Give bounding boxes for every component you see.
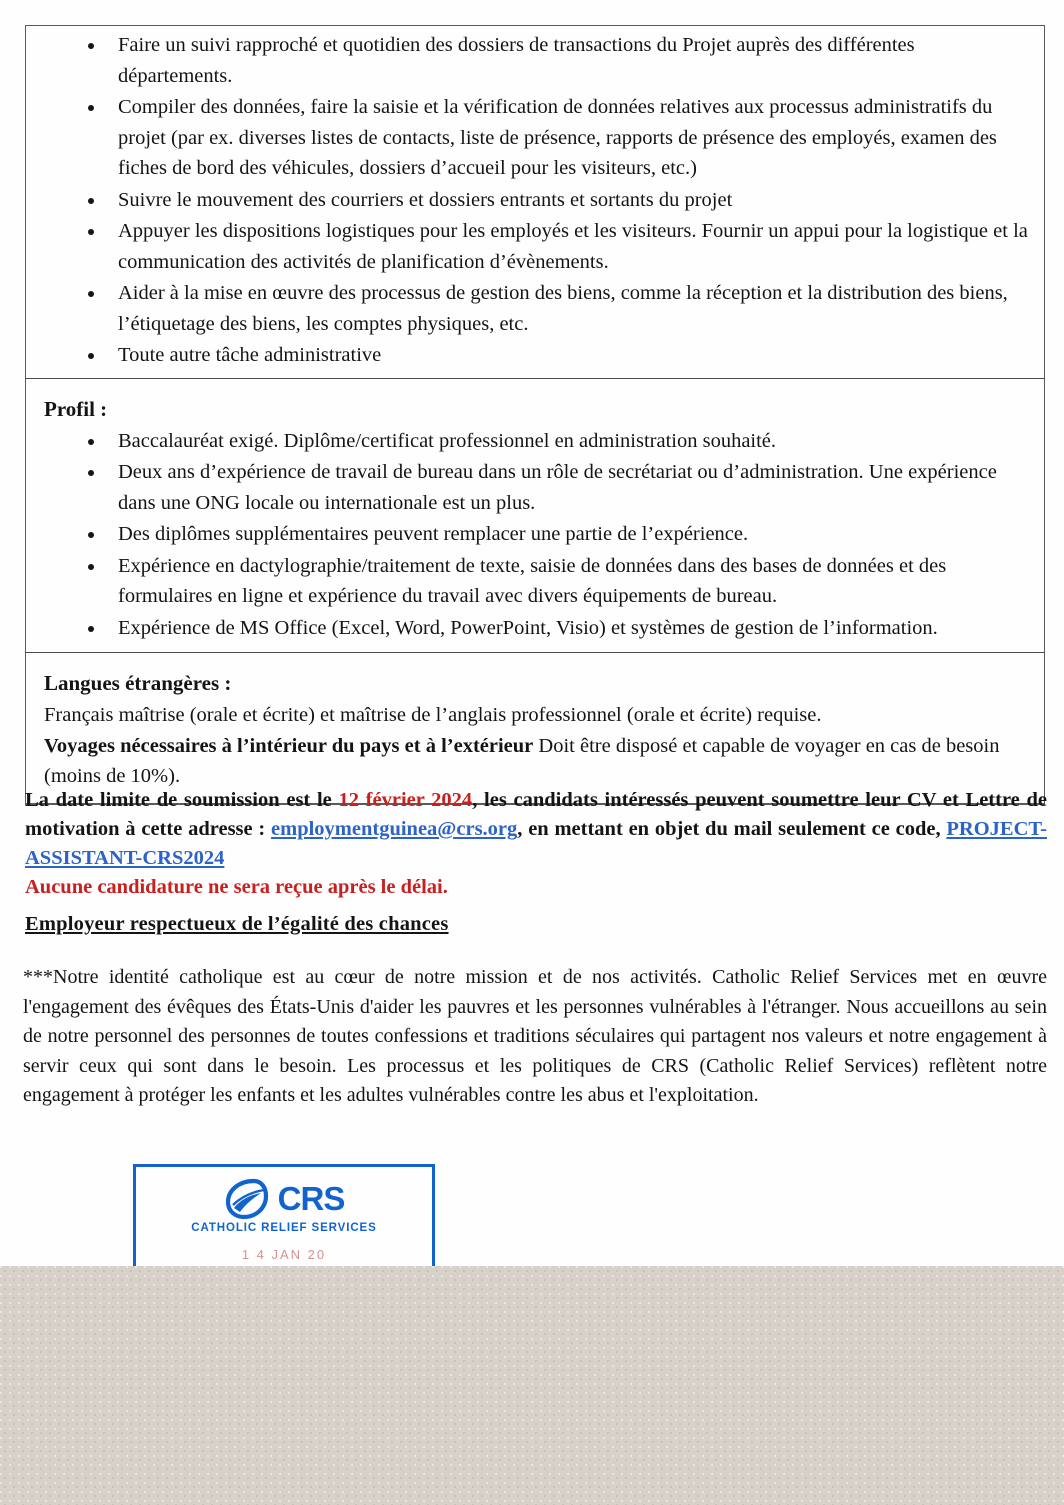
- application-instructions-block: [25, 786, 1047, 902]
- crs-leaf-logo-icon: [224, 1178, 276, 1220]
- list-item: Toute autre tâche administrative: [36, 340, 1030, 371]
- application-email-link[interactable]: employmentguinea@crs.org: [271, 818, 518, 840]
- stamp-brand-text: CRS: [277, 1180, 345, 1217]
- list-item: Aider à la mise en œuvre des processus de gestion des biens, comme la réception et la distribution des biens, l’étiquetage des biens, les comptes physiques, etc.: [36, 278, 1030, 339]
- deadline-intro-text: La date limite de soumission est le: [25, 789, 339, 811]
- table-row-langues: [26, 653, 1044, 804]
- list-item: Suivre le mouvement des courriers et dossiers entrants et sortants du projet: [36, 185, 1030, 216]
- list-item: Expérience de MS Office (Excel, Word, PowerPoint, Visio) et systèmes de gestion de l’information.: [36, 613, 1030, 644]
- deadline-mid-text: , les candidats intéressés peuvent soumettre leur CV et Lettre de motivation à cette adresse :: [25, 789, 1047, 840]
- list-item: Expérience en dactylographie/traitement de texte, saisie de données dans des bases de données et des formulaires en ligne et expérience du travail avec divers équipements de bureau.: [36, 551, 1030, 612]
- stamp-logo-row: [224, 1177, 345, 1221]
- equal-opportunity-heading: Employeur respectueux de l’égalité des chances: [25, 913, 449, 935]
- list-item: Deux ans d’expérience de travail de bureau dans un rôle de secrétariat ou d’administration. Une expérience dans une ONG locale ou internationale est un plus.: [36, 457, 1030, 518]
- section-title-langues: Langues étrangères :: [44, 671, 232, 695]
- stamp-date-text: 1 4 JAN 20: [241, 1247, 327, 1262]
- viewer-background-area: [0, 1266, 1064, 1505]
- stamp-tagline-text: CATHOLIC RELIEF SERVICES: [191, 1222, 377, 1234]
- travel-requirement-detail: Doit être disposé et capable de voyager en cas de besoin (moins de 10%).: [44, 734, 1000, 787]
- section-title-profil: Profil :: [44, 396, 108, 421]
- catholic-identity-paragraph: ***Notre identité catholique est au cœur de notre mission et de nos activités. Catholic Relief Services met en œuvre l'engagement des évêques des États-Unis d'aider les pauvres et les personnes vulnérables à l'étranger. Nous accueillons au sein de notre personnel des personnes de toutes confessions et traditions séculaires qui partagent nos valeurs et notre engagement à servir ceux qui sont dans le besoin. Les processus et les politiques de CRS (Catholic Relief Services) reflètent notre engagement à protéger les enfants et les adultes vulnérables contre les abus et l'exploitation.: [23, 966, 1047, 1106]
- list-item: Faire un suivi rapproché et quotidien des dossiers de transactions du Projet auprès des différentes départements.: [36, 30, 1030, 91]
- job-requirements-table: [25, 25, 1045, 805]
- deadline-code-intro-text: , en mettant en objet du mail seulement ce code,: [517, 818, 947, 840]
- application-code-link[interactable]: PROJECT-ASSISTANT-CRS2024: [25, 818, 1047, 869]
- table-row-profil: [26, 379, 1044, 654]
- list-item: Appuyer les dispositions logistiques pour les employés et les visiteurs. Fournir un appui pour la logistique et la communication des activités de planification d’évènements.: [36, 216, 1030, 277]
- languages-requirement-text: Français maîtrise (orale et écrite) et maîtrise de l’anglais professionnel (orale et écrite) requise.: [44, 704, 822, 726]
- deadline-date: 12 février 2024: [338, 789, 473, 811]
- crs-rubber-stamp: [133, 1164, 435, 1268]
- travel-requirement-text: [44, 731, 1030, 792]
- late-application-warning: Aucune candidature ne sera reçue après le délai.: [25, 876, 448, 898]
- list-item: Baccalauréat exigé. Diplôme/certificat professionnel en administration souhaité.: [36, 426, 1030, 457]
- profil-list: [36, 426, 1030, 644]
- responsibilities-list: [36, 30, 1030, 371]
- travel-requirement-label: Voyages nécessaires à l’intérieur du pays et à l’extérieur: [44, 734, 534, 757]
- list-item: Des diplômes supplémentaires peuvent remplacer une partie de l’expérience.: [36, 519, 1030, 550]
- list-item: Compiler des données, faire la saisie et la vérification de données relatives aux processus administratifs du projet (par ex. diverses listes de contacts, liste de présence, rapports de présence des employés, examen des fiches de bord des véhicules, dossiers d’accueil pour les visiteurs, etc.): [36, 92, 1030, 184]
- table-row-responsibilities: [26, 26, 1044, 379]
